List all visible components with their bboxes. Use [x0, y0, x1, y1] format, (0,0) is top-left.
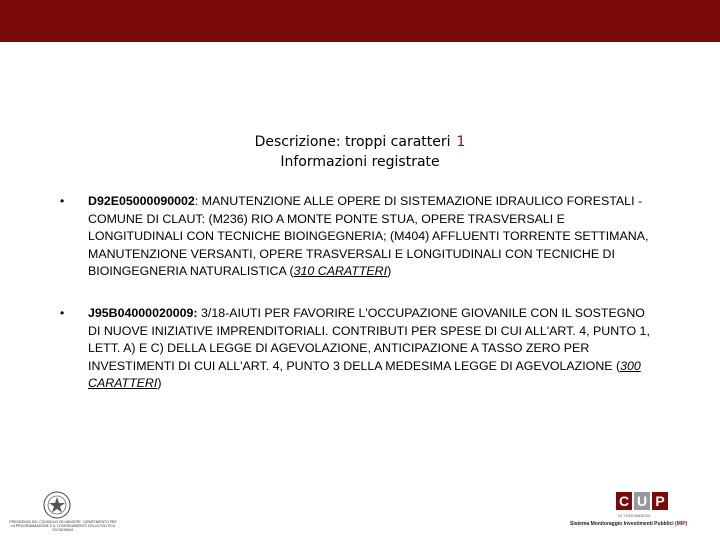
header-bar — [0, 0, 720, 42]
svg-text:U: U — [636, 493, 648, 509]
cup-logo-icon — [616, 492, 668, 514]
title-text: Descrizione: troppi caratteri — [254, 134, 451, 150]
item-description: : MANUTENZIONE ALLE OPERE DI SISTEMAZIONE IDRAULICO FORESTALI - COMUNE DI CLAUT: (M236) RIO A MONTE PONTE STUA, OPERE TRASVERSALI E LONGITUDINALI CON TECNICHE BIOINGEGNERIA; (M404) AFFLUENTI TORRENTE SETTIMANA, MANUTENZIONE VERSANTI, OPERE TRASVERSALI E LONGITUDINALI CON TECNICHE DI BIOINGEGNERIA NATURALISTICA ( — [88, 194, 649, 279]
character-count: 310 CARATTERI — [293, 264, 388, 279]
close-paren: ) — [387, 264, 392, 279]
slide-title — [0, 132, 720, 172]
government-logo — [8, 490, 118, 530]
item-list — [60, 193, 660, 417]
list-item — [60, 305, 660, 393]
close-paren: ) — [157, 376, 162, 391]
cup-code: J95B04000020009: — [88, 305, 198, 320]
emblem-icon — [42, 490, 72, 520]
cup-caption-tag: (MIP) — [675, 521, 688, 527]
title-line-2: Informazioni registrate — [280, 154, 440, 170]
cup-subtitle: DI 71ND3MDEDN — [618, 513, 651, 518]
svg-text:C: C — [618, 493, 630, 509]
bullet-icon: • — [60, 305, 65, 320]
title-line-1 — [0, 132, 720, 152]
list-item — [60, 193, 660, 281]
character-count: 300 CARATTERI — [88, 358, 641, 391]
item-description: 3/18-AIUTI PER FAVORIRE L'OCCUPAZIONE GIOVANILE CON IL SOSTEGNO DI NUOVE INIZIATIVE IMPRENDITORIALI. CONTRIBUTI PER SPESE DI CUI ALL'ART. 4, PUNTO 1, LETT. A) E C) DELLA LEGGE DI AGEVOLAZIONE, ANTICIPAZIONE A TASSO ZERO PER INVESTIMENTI DI CUI ALL'ART. 4, PUNTO 3 DELLA MEDESIMA LEGGE DI AGEVOLAZIONE ( — [88, 305, 650, 373]
bullet-icon: • — [60, 194, 65, 208]
cup-code: D92E05000090002 — [88, 194, 195, 208]
cup-logo-block — [570, 492, 715, 532]
cup-caption — [570, 521, 715, 527]
title-number: 1 — [456, 134, 466, 150]
cup-caption-main: Sistema Monitoraggio Investimenti Pubblici — [570, 521, 676, 527]
government-caption: PRESIDENZA DEL CONSIGLIO DEI MINISTRI · DIPARTIMENTO PER LA PROGRAMMAZIONE E IL COORDINAMENTO DELLA POLITICA ECONOMICA — [9, 520, 117, 532]
svg-text:P: P — [655, 493, 665, 509]
